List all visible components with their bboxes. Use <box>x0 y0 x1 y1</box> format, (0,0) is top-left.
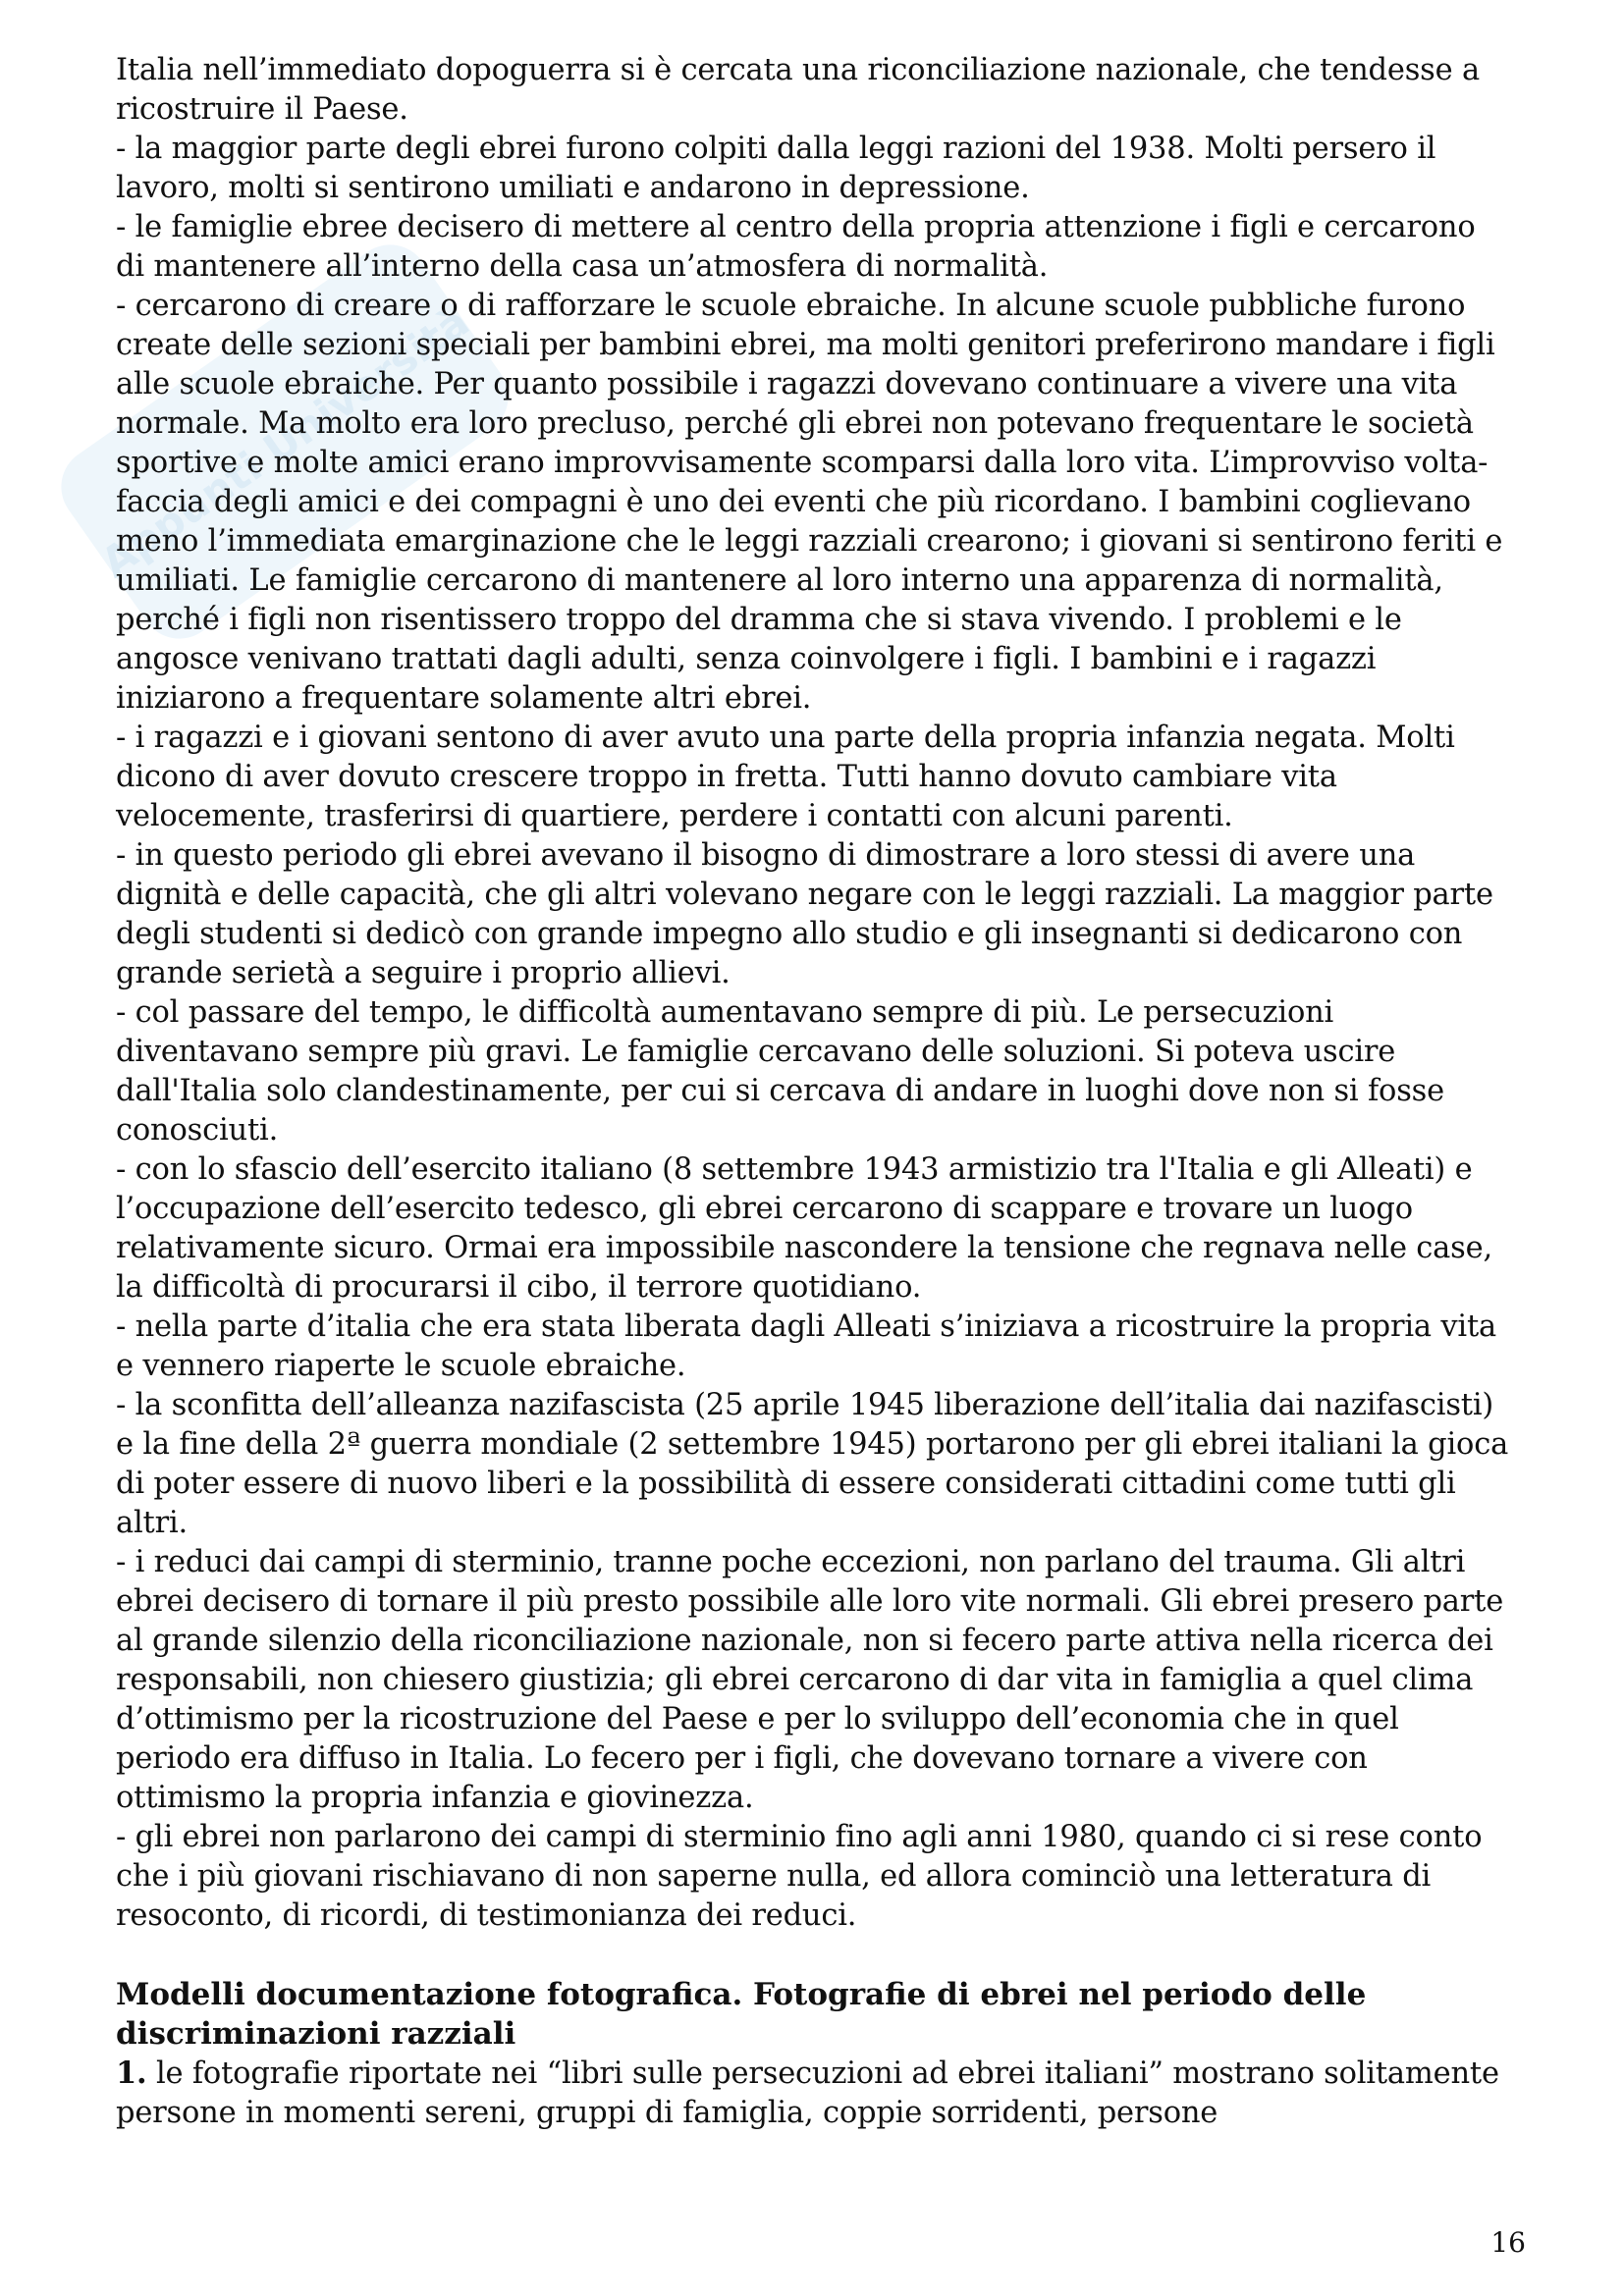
page-number: 16 <box>1490 2226 1526 2259</box>
paragraph: - la sconfitta dell’alleanza nazifascista (25 aprile 1945 liberazione dell’italia dai nazifascisti) e la fine della 2ª guerra mondiale (2 settembre 1945) portarono per gli ebrei italiani la gioca di poter essere di nuovo liberi e la possibilità di essere considerati cittadini come tutti gli altri. <box>116 1388 1509 1540</box>
item-number: 1. <box>116 2056 147 2091</box>
numbered-item <box>116 2054 1510 2133</box>
paragraph: - gli ebrei non parlarono dei campi di sterminio fino agli anni 1980, quando ci si rese conto che i più giovani rischiavano di non saperne nulla, ed allora cominciò una letteratura di resoconto, di ricordi, di testimonianza dei reduci. <box>116 1820 1483 1933</box>
paragraph: - la maggior parte degli ebrei furono colpiti dalla leggi razioni del 1938. Molti persero il lavoro, molti si sentirono umiliati e andarono in depressione. <box>116 132 1436 205</box>
paragraph: - con lo sfascio dell’esercito italiano (8 settembre 1943 armistizio tra l'Italia e gli Alleati) e l’occupazione dell’esercito tedesco, gli ebrei cercarono di scappare e trovare un luogo relativamente sicuro. Ormai era impossibile nascondere la tensione che regnava nelle case, la difficoltà di procurarsi il cibo, il terrore quotidiano. <box>116 1152 1492 1305</box>
paragraph: - in questo periodo gli ebrei avevano il bisogno di dimostrare a loro stessi di avere una dignità e delle capacità, che gli altri volevano negare con le leggi razziali. La maggior parte degli studenti si dedicò con grande impegno allo studio e gli insegnanti si dedicarono con grande serietà a seguire i proprio allievi. <box>116 838 1493 990</box>
document-page <box>116 51 1510 2133</box>
paragraph: - i reduci dai campi di sterminio, tranne poche eccezioni, non parlano del trauma. Gli altri ebrei decisero di tornare il più presto possibile alle loro vite normali. Gli ebrei presero parte al grande silenzio della riconciliazione nazionale, non si fecero parte attiva nella ricerca dei responsabili, non chiesero giustizia; gli ebrei cercarono di dar vita in famiglia a quel clima d’ottimismo per la ricostruzione del Paese e per lo sviluppo dell’economia che in quel periodo era diffuso in Italia. Lo fecero per i figli, che dovevano tornare a vivere con ottimismo la propria infanzia e giovinezza. <box>116 1545 1504 1815</box>
paragraph: - cercarono di creare o di rafforzare le scuole ebraiche. In alcune scuole pubbliche furono create delle sezioni speciali per bambini ebrei, ma molti genitori preferirono mandare i figli alle scuole ebraiche. Per quanto possibile i ragazzi dovevano continuare a vivere una vita normale. Ma molto era loro precluso, perché gli ebrei non potevano frequentare le società sportive e molte amici erano improvvisamente scomparsi dalla loro vita. L’improvviso volta-faccia degli amici e dei compagni è uno dei eventi che più ricordano. I bambini coglievano meno l’immediata emarginazione che le leggi razziali crearono; i giovani si sentirono feriti e umiliati. Le famiglie cercarono di mantenere al loro interno una apparenza di normalità, perché i figli non risentissero troppo del dramma che si stava vivendo. I problemi e le angosce venivano trattati dagli adulti, senza coinvolgere i figli. I bambini e i ragazzi iniziarono a frequentare solamente altri ebrei. <box>116 289 1503 716</box>
paragraph: - col passare del tempo, le difficoltà aumentavano sempre di più. Le persecuzioni diventavano sempre più gravi. Le famiglie cercavano delle soluzioni. Si poteva uscire dall'Italia solo clandestinamente, per cui si cercava di andare in luoghi dove non si fosse conosciuti. <box>116 995 1444 1148</box>
paragraph: - le famiglie ebree decisero di mettere al centro della propria attenzione i figli e cercarono di mantenere all’interno della casa un’atmosfera di normalità. <box>116 210 1476 284</box>
paragraph: Italia nell’immediato dopoguerra si è cercata una riconciliazione nazionale, che tendesse a ricostruire il Paese. <box>116 53 1480 127</box>
item-text: le fotografie riportate nei “libri sulle persecuzioni ad ebrei italiani” mostrano solitamente persone in momenti sereni, gruppi di famiglia, coppie sorridenti, persone <box>116 2056 1499 2130</box>
watermark-text: Appunti Università <box>92 296 478 587</box>
section-heading: Modelli documentazione fotografica. Fotografie di ebrei nel periodo delle discriminazioni razziali <box>116 1977 1367 2052</box>
paragraph: - i ragazzi e i giovani sentono di aver avuto una parte della propria infanzia negata. Molti dicono di aver dovuto crescere troppo in fretta. Tutti hanno dovuto cambiare vita velocemente, trasferirsi di quartiere, perdere i contatti con alcuni parenti. <box>116 721 1455 833</box>
paragraph: - nella parte d’italia che era stata liberata dagli Alleati s’iniziava a ricostruire la propria vita e vennero riaperte le scuole ebraiche. <box>116 1309 1497 1383</box>
